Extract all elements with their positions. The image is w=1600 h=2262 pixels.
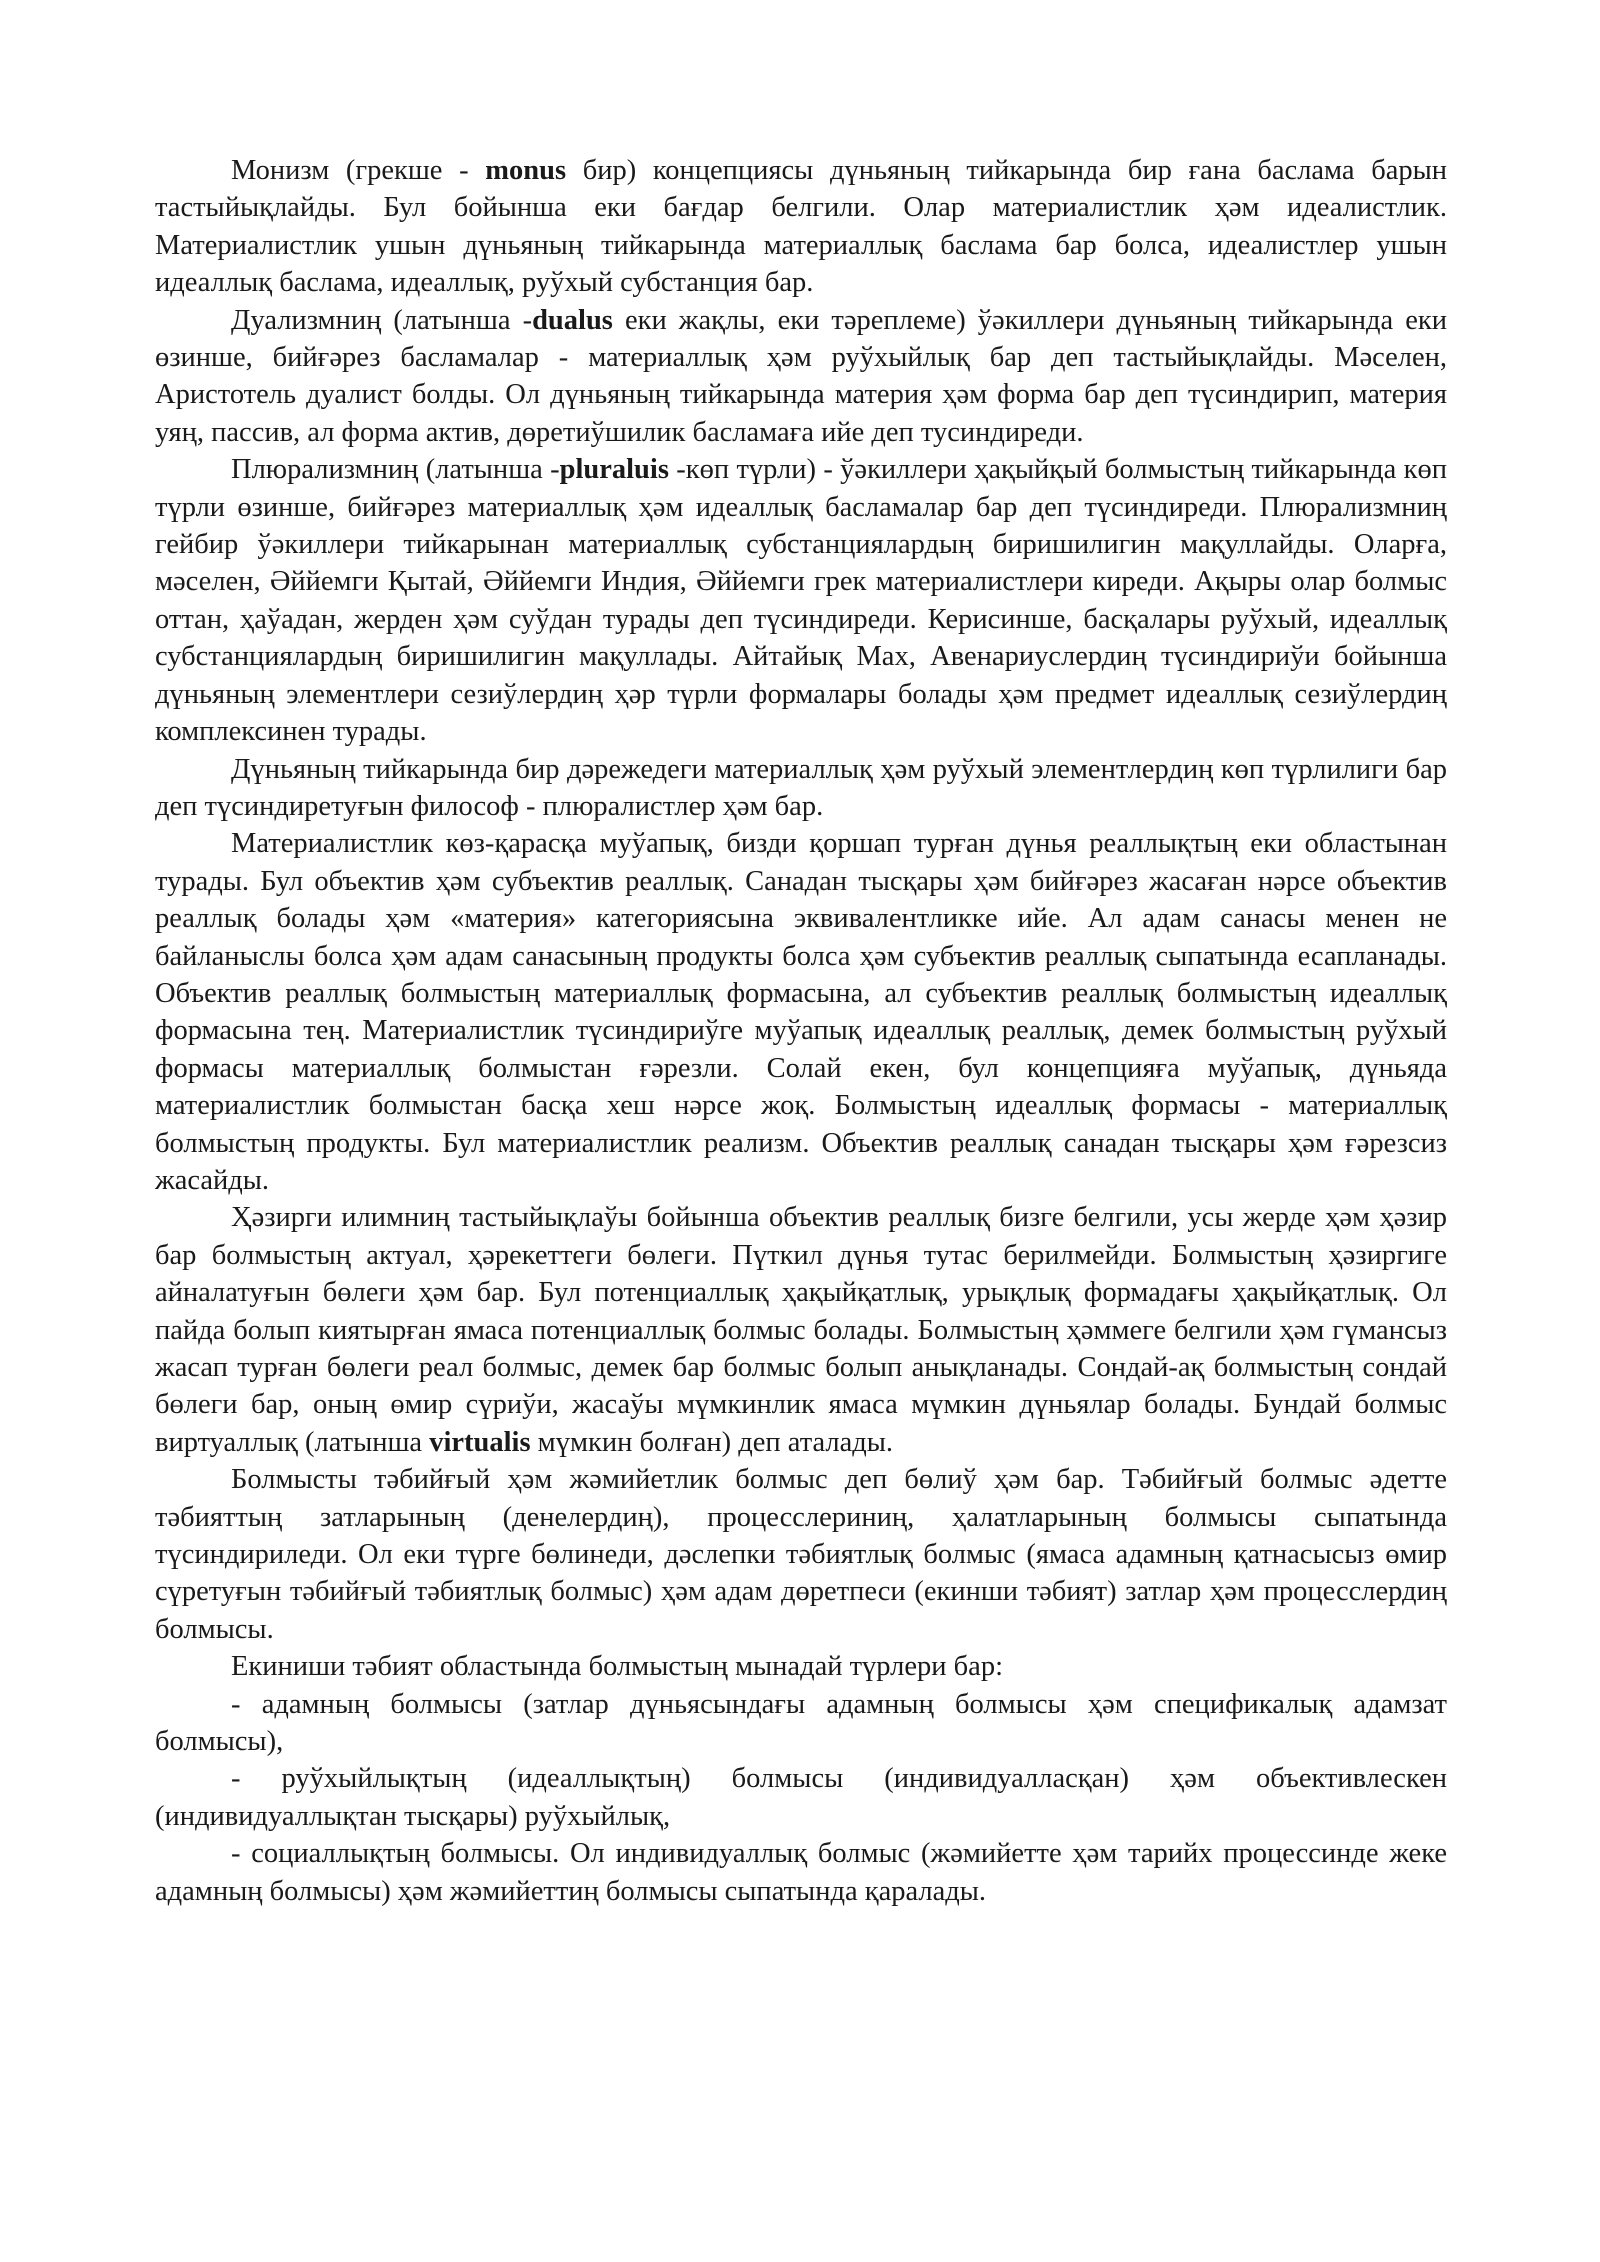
list-item-spiritual-being: - руўхыйлықтың (идеаллықтың) болмысы (индивидуалласқан) ҳәм объективлескен (индивидуаллықтан тысқары) руўхыйлық,	[155, 1763, 1447, 1832]
paragraph-text: еки жақлы, еки тәреплеме) ўәкиллери дүньяның тийкарында еки өзинше, бийғәрез басламалар - материаллық ҳәм руўхыйлық бар деп тастыйықлайды. Мәселен, Аристотель дуалист болды. Ол дүньяның тийкарында материя ҳәм форма бар деп түсиндирип, материя уяң, пассив, ал форма актив, дөретиўшилик басламаға ийе деп тусиндиреди.	[155, 304, 1447, 448]
paragraph-modern-science	[155, 1199, 1447, 1461]
latin-term: pluraluis	[559, 454, 669, 486]
paragraph-text: Монизм (грекше -	[231, 155, 486, 186]
latin-term: monus	[485, 155, 567, 186]
paragraph-text: -көп түрли) - ўәкиллери ҳақыйқый болмыстың тийкарында көп түрли өзинше, бийғәрез материаллық ҳәм идеаллық басламалар бар деп түсиндиреди. Плюрализмниң гейбир ўәкиллери тийкарынан материаллық субстанциялардың биришилигин мақуллайды. Оларға, мәселен, Әййемги Қытай, Әййемги Индия, Әййемги грек материалистлери киреди. Ақыры олар болмыс оттан, ҳаўадан, жерден ҳәм суўдан турады деп түсиндиреди. Керисинше, басқалары руўхый, идеаллық субстанциялардың биришилигин мақуллады. Айтайық Мах, Авенариуслердиң түсиндириўи бойынша дүньяның элементлери сезиўлердиң ҳәр түрли формалары болады ҳәм предмет идеаллық сезиўлердиң комплексинен турады.	[155, 454, 1447, 748]
latin-term: virtualis	[429, 1426, 531, 1458]
paragraph-text: Плюрализмниң (латынша -	[231, 454, 560, 486]
paragraph-text: Ҳәзирги илимниң тастыйықлаўы бойынша объектив реаллық бизге белгили, усы жерде ҳәм ҳәзир бар болмыстың актуал, ҳәрекеттеги бөлеги. Пүткил дүнья тутас берилмейди. Болмыстың ҳәзиргиге айналатуғын бөлеги ҳәм бар. Бул потенциаллық ҳақыйқатлық, урықлық формадағы ҳақыйқатлық. Ол пайда болып киятырған ямаса потенциаллық болмыс болады. Болмыстың ҳәммеге белгили ҳәм гүмансыз жасап турған бөлеги реал болмыс, демек бар болмыс болып анықланады. Сондай-ақ болмыстың сондай бөлеги бар, оның өмир сүриўи, жасаўы мүмкинлик ямаса мүмкин дүньялар болады. Бундай болмыс виртуаллық (латынша	[155, 1202, 1447, 1458]
paragraph-monism	[155, 152, 1447, 302]
paragraph-text: мүмкин болған) деп аталады.	[530, 1426, 894, 1458]
paragraph-natural-social-being: Болмысты тәбийғый ҳәм жәмийетлик болмыс деп бөлиў ҳәм бар. Тәбийғый болмыс әдетте тәбияттың затларының (денелердиң), процесслериниң, ҳалатларының болмысы сыпатында түсиндириледи. Ол еки түрге бөлинеди, дәслепки тәбиятлық болмыс (ямаса адамның қатнасысыз өмир сүретуғын тәбийғый тәбиятлық болмыс) ҳәм адам дөретпеси (екинши тәбият) затлар ҳәм процесслердиң болмысы.	[155, 1464, 1447, 1645]
document-body	[155, 152, 1447, 1910]
list-item-human-being: - адамның болмысы (затлар дүньясындағы адамның болмысы ҳәм спецификалық адамзат болмысы),	[155, 1688, 1447, 1758]
list-item-social-being: - социаллықтың болмысы. Ол индивидуаллық болмыс (жәмийетте ҳәм тарийх процессинде жеке адамның болмысы) ҳәм жәмийеттиң болмысы сыпатында қаралады.	[155, 1838, 1447, 1907]
paragraph-text: Дуализмниң (латынша -	[231, 304, 533, 336]
paragraph-materialist-view: Материалистлик көз-қарасқа муўапық, бизди қоршап турған дүнья реаллықтың еки областынан турады. Бул объектив ҳәм субъектив реаллық. Санадан тысқары ҳәм бийғәрез жасаған нәрсе объектив реаллық болады ҳәм «материя» категориясына эквивалентликке ийе. Ал адам санасы менен не байланыслы болса ҳәм адам санасының продукты болса ҳәм субъектив реаллық сыпатында есапланады. Объектив реаллық болмыстың материаллық формасына, ал субъектив реаллық болмыстың идеаллық формасына тең. Материалистлик түсиндириўге муўапық идеаллық реаллық, демек болмыстың руўхый формасы материаллық болмыстан ғәрезли. Солай екен, бул концепцияға муўапық, дүньяда материалистлик болмыстан басқа хеш нәрсе жоқ. Болмыстың идеаллық формасы - материаллық болмыстың продукты. Бул материалистлик реализм. Объектив реаллық санадан тысқары ҳәм ғәрезсиз жасайды.	[155, 828, 1447, 1196]
paragraph-second-nature-intro: Екиниши тәбият областында болмыстың мынадай түрлери бар:	[231, 1651, 1003, 1683]
latin-term: dualus	[532, 304, 613, 336]
paragraph-pluralists: Дүньяның тийкарында бир дәрежедеги материаллық ҳәм руўхый элементлердиң көп түрлилиги бар деп түсиндиретуғын философ - плюралистлер ҳәм бар.	[155, 753, 1447, 822]
paragraph-dualism	[155, 302, 1447, 452]
paragraph-pluralism	[155, 451, 1447, 750]
paragraph-text: бир) концепциясы дүньяның тийкарында бир ғана баслама барын тастыйықлайды. Бул бойынша еки бағдар белгили. Олар материалистлик ҳәм идеалистлик. Материалистлик ушын дүньяның тийкарында материаллық баслама бар болса, идеалистлер ушын идеаллық баслама, идеаллық, руўхый субстанция бар.	[155, 155, 1448, 299]
